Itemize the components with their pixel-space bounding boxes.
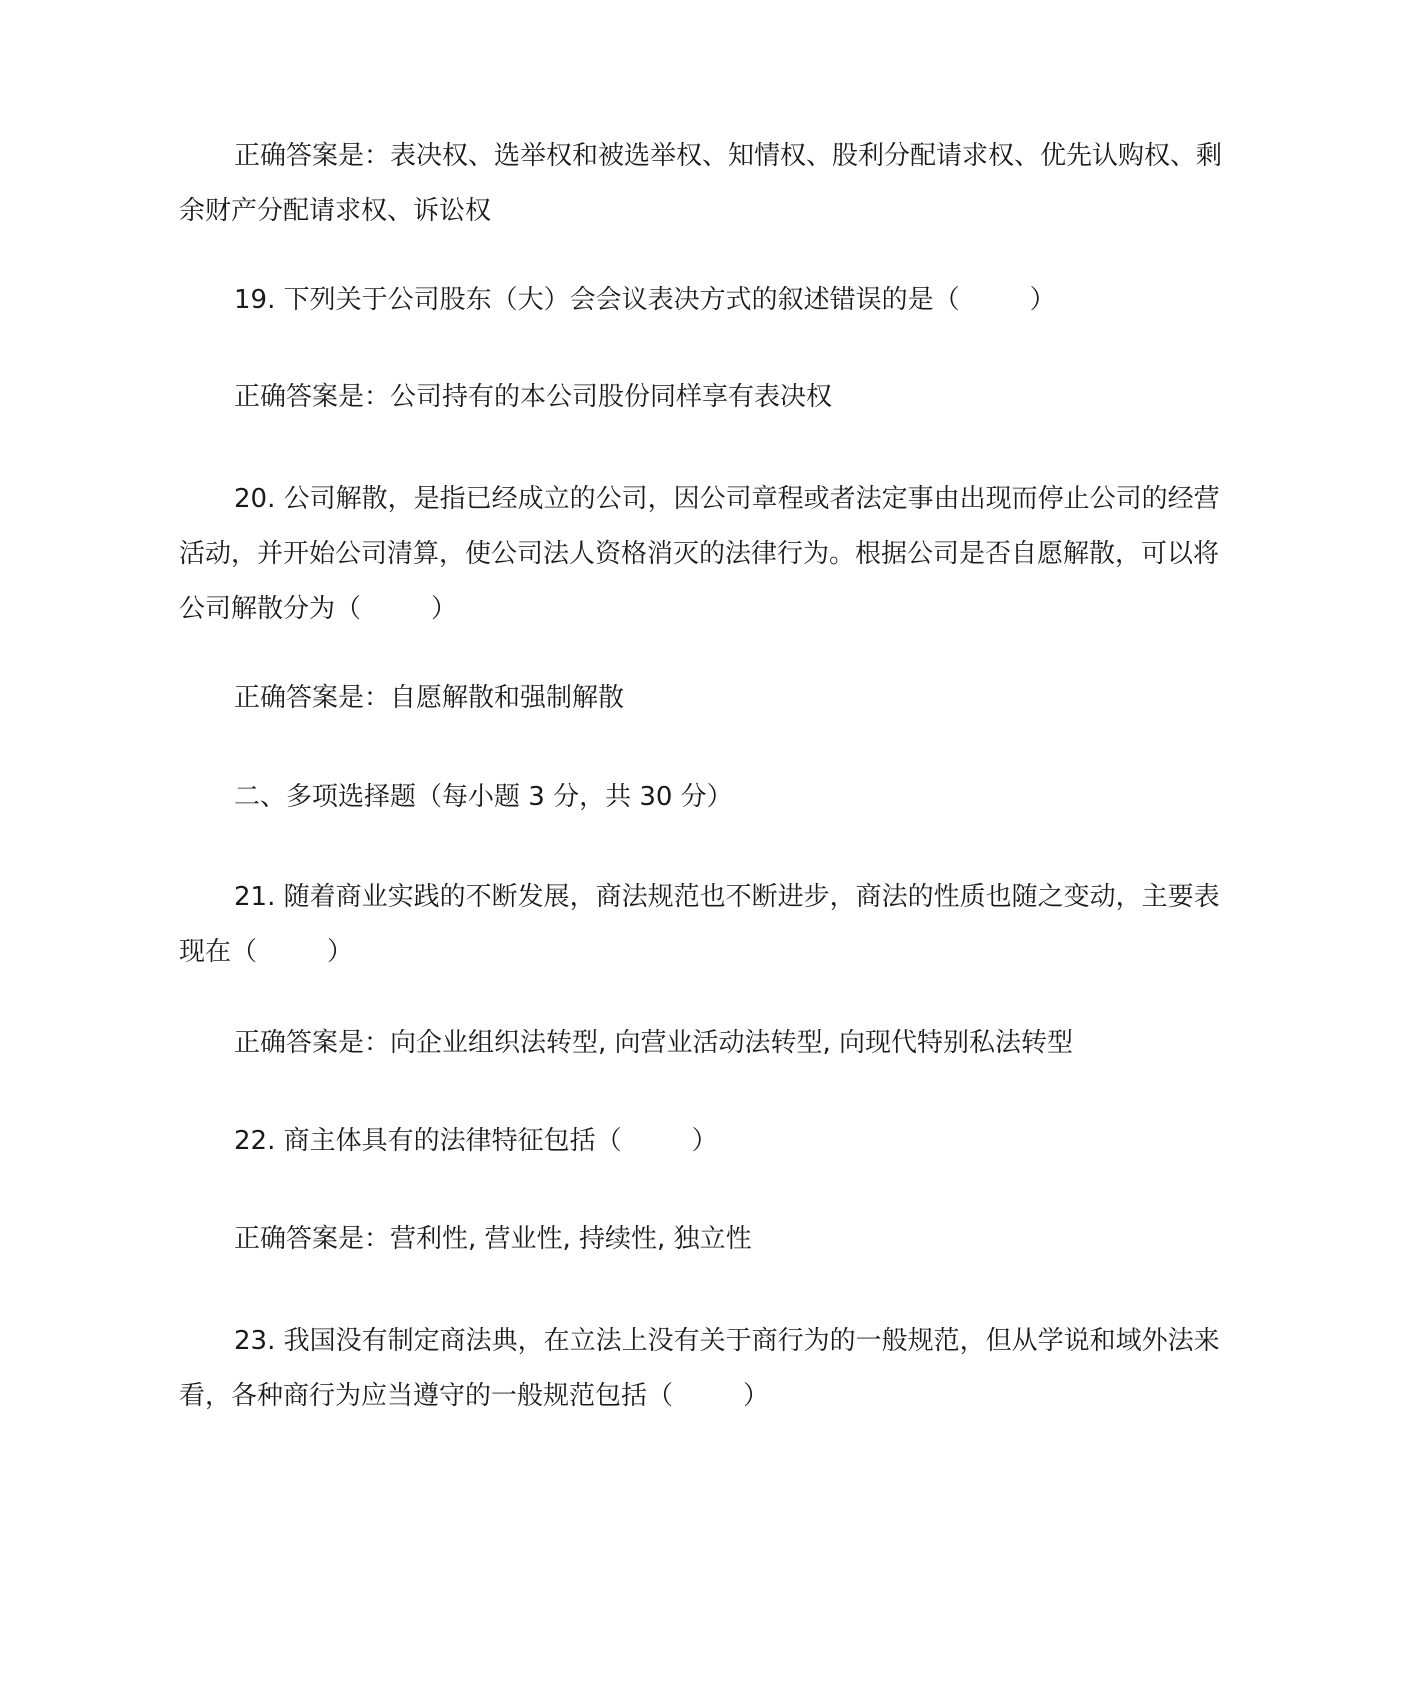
answer-q18-text: 正确答案是：表决权、选举权和被选举权、知情权、股利分配请求权、优先认购权、剩余财产分配请求权、诉讼权 <box>179 141 1223 226</box>
question-21-close: ） <box>327 937 354 967</box>
section-heading-text: 二、多项选择题（每小题 3 分，共 30 分） <box>234 782 733 812</box>
answer-q22 <box>179 1212 1239 1267</box>
question-23-close: ） <box>743 1381 770 1411</box>
question-19 <box>179 273 1239 328</box>
answer-q20-text: 正确答案是：自愿解散和强制解散 <box>234 683 625 713</box>
answer-q19-text: 正确答案是：公司持有的本公司股份同样享有表决权 <box>234 382 833 412</box>
question-19-text: 19. 下列关于公司股东（大）会会议表决方式的叙述错误的是（ <box>234 285 960 315</box>
answer-q21 <box>179 1016 1239 1071</box>
question-22-close: ） <box>691 1126 718 1156</box>
answer-q18 <box>179 129 1239 239</box>
answer-q22-text: 正确答案是：营利性, 营业性, 持续性, 独立性 <box>234 1224 752 1254</box>
question-23 <box>179 1314 1239 1424</box>
question-19-close: ） <box>1029 285 1056 315</box>
answer-q19 <box>179 370 1239 425</box>
section-heading-multiple-choice <box>179 770 1239 825</box>
answer-q21-text: 正确答案是：向企业组织法转型, 向营业活动法转型, 向现代特别私法转型 <box>234 1028 1074 1058</box>
question-20 <box>179 472 1239 637</box>
question-21-text: 21. 随着商业实践的不断发展，商法规范也不断进步，商法的性质也随之变动，主要表现在（ <box>179 882 1220 967</box>
answer-q20 <box>179 671 1239 726</box>
question-21 <box>179 870 1239 980</box>
question-23-text: 23. 我国没有制定商法典，在立法上没有关于商行为的一般规范，但从学说和域外法来看，各种商行为应当遵守的一般规范包括（ <box>179 1326 1220 1411</box>
question-22 <box>179 1114 1239 1169</box>
question-20-text: 20. 公司解散，是指已经成立的公司，因公司章程或者法定事由出现而停止公司的经营活动，并开始公司清算，使公司法人资格消灭的法律行为。根据公司是否自愿解散，可以将公司解散分为（ <box>179 484 1220 624</box>
question-20-close: ） <box>431 594 458 624</box>
question-22-text: 22. 商主体具有的法律特征包括（ <box>234 1126 622 1156</box>
